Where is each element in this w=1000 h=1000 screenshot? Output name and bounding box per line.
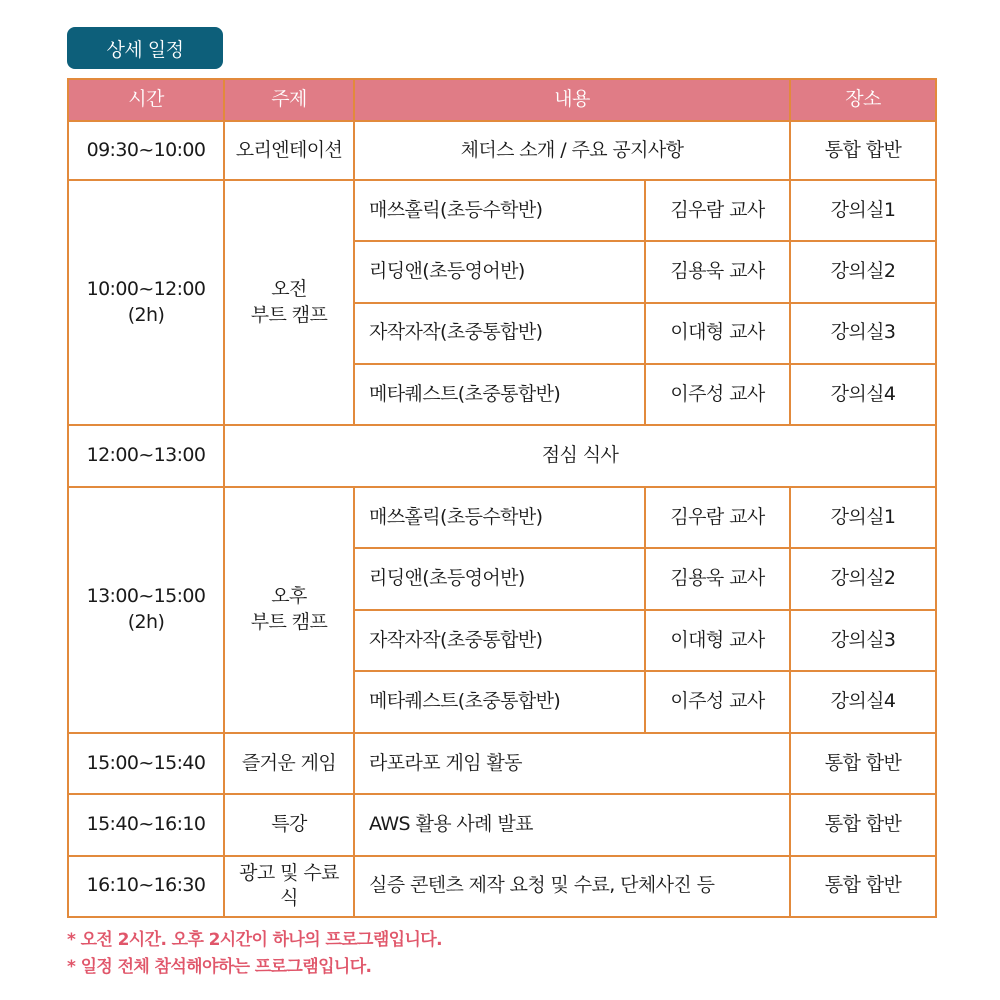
teacher-cell: 이대형 교사 (645, 303, 790, 364)
header-place: 장소 (790, 79, 936, 121)
time-cell: 12:00~13:00 (68, 425, 224, 486)
header-time: 시간 (68, 79, 224, 121)
content-cell: 리딩앤(초등영어반) (354, 241, 645, 302)
schedule-table (67, 78, 937, 918)
content-cell: 매쓰홀릭(초등수학반) (354, 487, 645, 548)
table-row (68, 856, 936, 917)
place-cell: 강의실1 (790, 487, 936, 548)
content-cell: 자작자작(초중통합반) (354, 303, 645, 364)
teacher-cell: 김우람 교사 (645, 180, 790, 241)
content-cell: 체더스 소개 / 주요 공지사항 (354, 121, 790, 179)
teacher-cell: 이주성 교사 (645, 364, 790, 425)
teacher-cell: 이대형 교사 (645, 610, 790, 671)
place-cell: 통합 합반 (790, 794, 936, 855)
time-range: 10:00~12:00 (86, 277, 206, 300)
place-cell: 강의실4 (790, 671, 936, 732)
content-cell: 실증 콘텐츠 제작 요청 및 수료, 단체사진 등 (354, 856, 790, 917)
table-row (68, 425, 936, 486)
section-title-badge: 상세 일정 (67, 27, 223, 69)
teacher-cell: 김용욱 교사 (645, 241, 790, 302)
place-cell: 강의실3 (790, 610, 936, 671)
table-row (68, 121, 936, 179)
footnote: * 오전 2시간. 오후 2시간이 하나의 프로그램입니다. (67, 930, 442, 950)
place-cell: 강의실4 (790, 364, 936, 425)
place-cell: 강의실2 (790, 241, 936, 302)
content-cell: 메타퀘스트(초중통합반) (354, 364, 645, 425)
content-cell: AWS 활용 사례 발표 (354, 794, 790, 855)
table-row (68, 794, 936, 855)
topic-cell: 오리엔테이션 (224, 121, 354, 179)
place-cell: 통합 합반 (790, 733, 936, 794)
place-cell: 강의실3 (790, 303, 936, 364)
place-cell: 강의실2 (790, 548, 936, 609)
table-row (68, 487, 936, 548)
topic-line: 부트 캠프 (250, 610, 328, 633)
teacher-cell: 김우람 교사 (645, 487, 790, 548)
place-cell: 통합 합반 (790, 856, 936, 917)
content-cell: 리딩앤(초등영어반) (354, 548, 645, 609)
topic-line: 오후 (271, 585, 307, 608)
place-cell: 강의실1 (790, 180, 936, 241)
time-cell: 15:00~15:40 (68, 733, 224, 794)
header-row (68, 79, 936, 121)
teacher-cell: 이주성 교사 (645, 671, 790, 732)
footnote: * 일정 전체 참석해야하는 프로그램입니다. (67, 957, 372, 977)
content-cell: 라포라포 게임 활동 (354, 733, 790, 794)
content-cell: 매쓰홀릭(초등수학반) (354, 180, 645, 241)
time-cell: 16:10~16:30 (68, 856, 224, 917)
footnotes (67, 927, 442, 981)
topic-cell: 특강 (224, 794, 354, 855)
time-duration: (2h) (127, 610, 165, 633)
time-cell: 09:30~10:00 (68, 121, 224, 179)
content-cell: 점심 식사 (224, 425, 936, 486)
table-row (68, 180, 936, 241)
time-cell: 15:40~16:10 (68, 794, 224, 855)
header-content: 내용 (354, 79, 790, 121)
topic-line: 오전 (271, 277, 307, 300)
place-cell: 통합 합반 (790, 121, 936, 179)
topic-line: 부트 캠프 (250, 303, 328, 326)
teacher-cell: 김용욱 교사 (645, 548, 790, 609)
content-cell: 자작자작(초중통합반) (354, 610, 645, 671)
topic-cell (224, 180, 354, 426)
topic-cell: 광고 및 수료식 (224, 856, 354, 917)
content-cell: 메타퀘스트(초중통합반) (354, 671, 645, 732)
topic-cell (224, 487, 354, 733)
time-duration: (2h) (127, 303, 165, 326)
time-range: 13:00~15:00 (86, 585, 206, 608)
time-cell (68, 487, 224, 733)
header-topic: 주제 (224, 79, 354, 121)
topic-cell: 즐거운 게임 (224, 733, 354, 794)
table-row (68, 733, 936, 794)
time-cell (68, 180, 224, 426)
